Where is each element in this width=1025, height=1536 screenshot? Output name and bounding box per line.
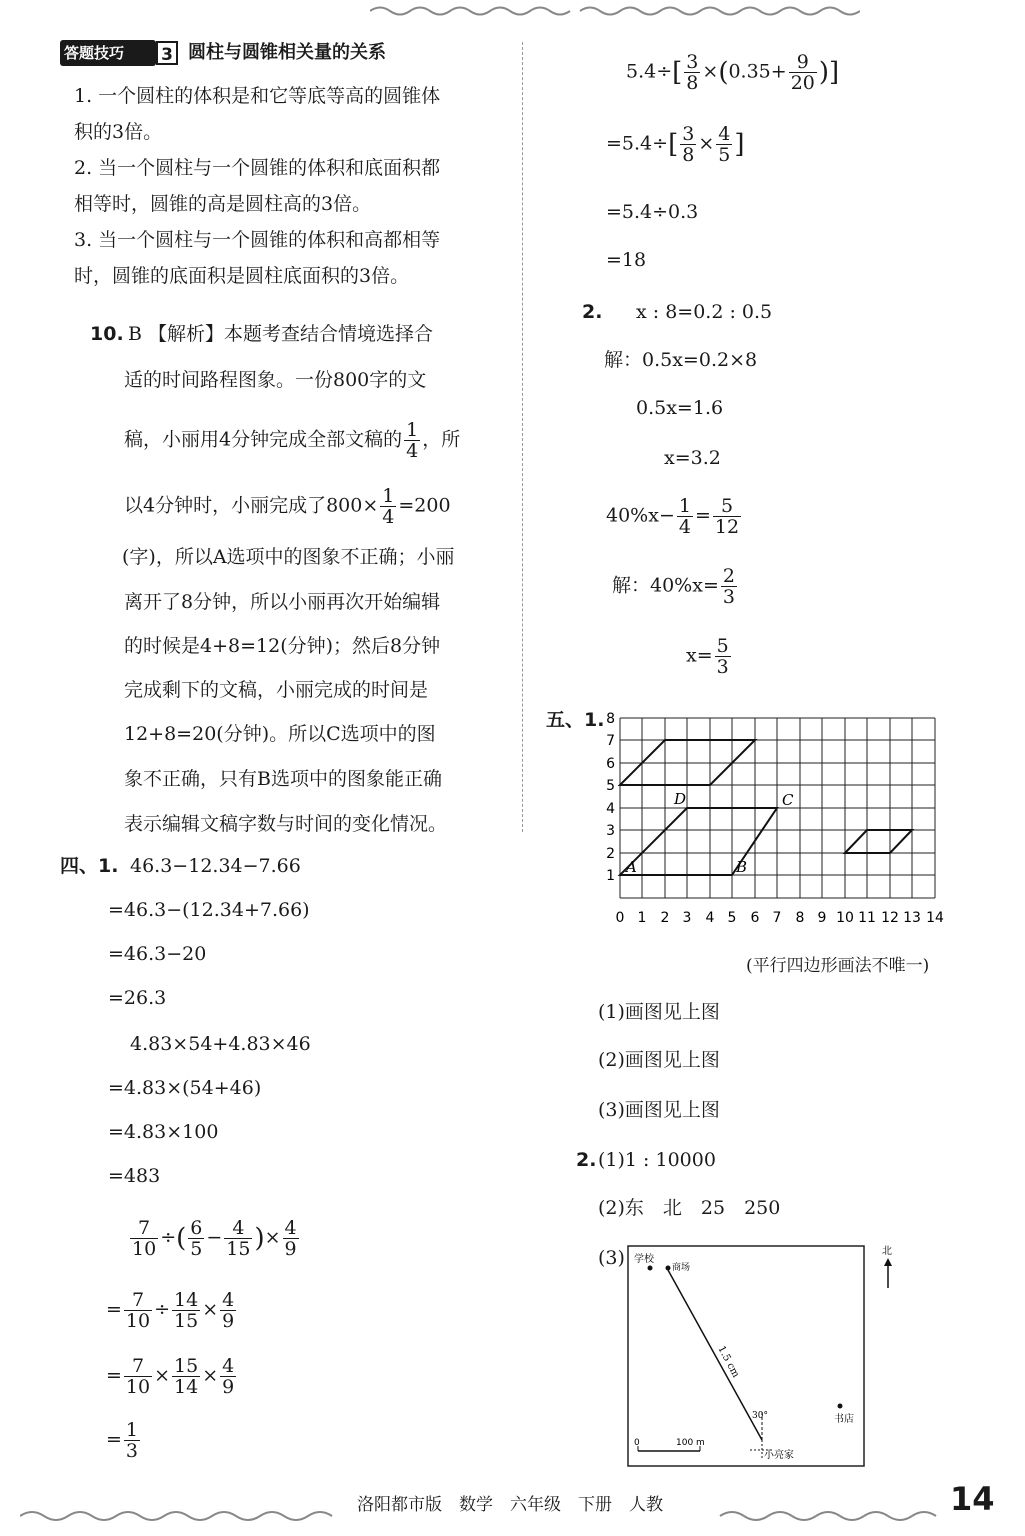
map-scale-label: 100 m <box>676 1438 705 1448</box>
page-footer: 洛阳都市版 数学 六年级 下册 人教 <box>357 1495 663 1515</box>
x-tick: 6 <box>750 910 760 926</box>
coordinate-grid <box>600 700 960 940</box>
y-tick: 6 <box>606 756 615 772</box>
r-line-4: =18 <box>606 249 647 271</box>
point-label-d: D <box>674 790 687 808</box>
q10-line-9: 12+8=20(分钟)。所以C选项中的图 <box>124 723 436 745</box>
r-line-1: 5.4÷[ $\frac{3}{8}$ ×(0.35+ $\frac{9}{20}$ )] <box>626 51 840 94</box>
s5-label: 五、1. <box>546 709 605 731</box>
y-tick: 2 <box>606 846 615 862</box>
q10-line-6: 离开了8分钟，所以小丽再次开始编辑 <box>124 591 441 613</box>
s5-ans-1: (1)画图见上图 <box>598 1001 720 1023</box>
x-tick-labels <box>616 910 944 926</box>
point-label-a: A <box>626 858 637 876</box>
tip-line-2: 积的3倍。 <box>74 121 163 143</box>
y-tick: 1 <box>606 868 615 884</box>
tip-line-5: 3. 当一个圆柱与一个圆锥的体积和高都相等 <box>74 229 441 251</box>
s5-ans-2: (2)画图见上图 <box>598 1049 720 1071</box>
s4-label: 四、1. <box>60 855 119 877</box>
map-bookstore-label: 书店 <box>834 1414 854 1425</box>
x-tick: 9 <box>817 910 827 926</box>
s4-line-3: =46.3−20 <box>108 943 207 965</box>
parallelogram-2 <box>620 808 777 875</box>
tip-badge: 答题技巧 <box>60 40 156 66</box>
s4-frac-line-1: $\frac{7}{10}$ ÷( $\frac{6}{5}$ − $\frac{4}{15}$ )× $\frac{4}{9}$ <box>132 1217 297 1260</box>
tip-number: 3 <box>156 41 178 65</box>
tip-line-4: 相等时，圆锥的高是圆柱高的3倍。 <box>74 193 372 215</box>
q10-line-4: 以4分钟时，小丽完成了800× $\frac{1}{4}$ =200 <box>124 485 451 528</box>
q10-label: 10. <box>90 323 124 345</box>
r-line-2: =5.4÷[ $\frac{3}{8}$ × $\frac{4}{5}$ ] <box>606 123 745 166</box>
map-school-label: 学校 <box>634 1254 654 1265</box>
r-q2-step2: 0.5x=1.6 <box>636 397 724 419</box>
x-tick: 5 <box>727 910 737 926</box>
x-tick: 2 <box>660 910 670 926</box>
r-q2-step3: x=3.2 <box>664 447 721 469</box>
q2b-ans-1: (1)1 : 10000 <box>598 1149 716 1171</box>
x-tick: 12 <box>881 910 899 926</box>
tip-line-3: 2. 当一个圆柱与一个圆锥的体积和底面积都 <box>74 157 441 179</box>
q10-fraction-1: $\frac{1}{4}$ <box>406 419 419 462</box>
column-divider <box>522 42 523 832</box>
x-tick: 13 <box>903 910 921 926</box>
x-tick: 0 <box>615 910 625 926</box>
x-tick: 14 <box>926 910 944 926</box>
s4-line-4: =26.3 <box>108 987 167 1009</box>
s4-frac-line-4: = $\frac{1}{3}$ <box>106 1419 139 1462</box>
s4-frac-line-3: = $\frac{7}{10}$ × $\frac{15}{14}$ × $\frac{4}{9}$ <box>106 1355 235 1398</box>
y-tick: 3 <box>606 823 615 839</box>
tip-line-6: 时，圆锥的底面积是圆柱底面积的3倍。 <box>74 265 410 287</box>
y-tick: 7 <box>606 733 615 749</box>
tip-line-1: 1. 一个圆柱的体积是和它等底等高的圆锥体 <box>74 85 441 107</box>
q10-line-3-text: 稿，小丽用4分钟完成全部文稿的 <box>124 428 403 451</box>
r-q3-eq: 40%x− $\frac{1}{4}$ = $\frac{5}{12}$ <box>606 495 740 538</box>
location-map <box>620 1240 910 1475</box>
point-label-c: C <box>782 791 794 809</box>
map-scale-zero: 0 <box>634 1438 640 1448</box>
r-q3-step1: 解：40%x= $\frac{2}{3}$ <box>612 565 735 608</box>
map-distance-label: 1.5 cm <box>715 1344 742 1380</box>
s5-note: (平行四边形画法不唯一) <box>746 956 930 976</box>
x-tick: 3 <box>682 910 692 926</box>
q10-line-5: (字)，所以A选项中的图象不正确；小丽 <box>122 546 455 568</box>
map-home-label: 小亮家 <box>764 1450 794 1461</box>
parallelogram-3 <box>845 830 912 853</box>
q2b-label: 2. <box>576 1149 597 1171</box>
q10-line-1: B 【解析】本题考查结合情境选择合 <box>128 323 434 345</box>
r-q2-step1: 解：0.5x=0.2×8 <box>604 349 758 371</box>
r-q3-step2: x= $\frac{5}{3}$ <box>686 635 729 678</box>
y-tick: 5 <box>606 778 615 794</box>
point-label-b: B <box>736 858 748 876</box>
s4-line-5: 4.83×54+4.83×46 <box>130 1033 311 1055</box>
s4-line-7: =4.83×100 <box>108 1121 219 1143</box>
q10-line-8: 完成剩下的文稿，小丽完成的时间是 <box>124 679 429 701</box>
q2b-ans-2: (2)东 北 25 250 <box>598 1197 781 1219</box>
r-line-3: =5.4÷0.3 <box>606 201 699 223</box>
x-tick: 4 <box>705 910 715 926</box>
q10-fraction-2: $\frac{1}{4}$ <box>382 485 395 528</box>
q10-line-11: 表示编辑文稿字数与时间的变化情况。 <box>124 813 448 835</box>
s4-frac-line-2: = $\frac{7}{10}$ ÷ $\frac{14}{15}$ × $\frac{4}{9}$ <box>106 1289 235 1332</box>
s4-line-1: 46.3−12.34−7.66 <box>130 855 301 877</box>
y-tick: 8 <box>606 711 615 727</box>
x-tick: 8 <box>795 910 805 926</box>
q10-line-7: 的时候是4+8=12(分钟)；然后8分钟 <box>124 635 441 657</box>
x-tick: 1 <box>637 910 647 926</box>
x-tick: 7 <box>772 910 782 926</box>
tip-title: 圆柱与圆锥相关量的关系 <box>188 42 386 63</box>
s4-line-6: =4.83×(54+46) <box>108 1077 262 1099</box>
q2b-ans-3: (3) <box>598 1247 625 1269</box>
s4-line-8: =483 <box>108 1165 161 1187</box>
q10-line-3: 稿，小丽用4分钟完成全部文稿的 $\frac{1}{4}$ ，所 <box>124 419 461 462</box>
s4-line-2: =46.3−(12.34+7.66) <box>108 899 310 921</box>
page-number: 14 <box>950 1480 995 1518</box>
map-market-label: 商场 <box>672 1263 691 1273</box>
q10-line-2: 适的时间路程图象。一份800字的文 <box>124 369 427 391</box>
y-tick-labels <box>606 711 615 884</box>
r-q2-eq: x : 8=0.2 : 0.5 <box>636 301 773 323</box>
x-tick: 11 <box>858 910 876 926</box>
top-wave-decoration <box>370 4 860 18</box>
r-q2-label: 2. <box>582 301 603 323</box>
s5-ans-3: (3)画图见上图 <box>598 1099 720 1121</box>
map-angle-label: 30° <box>752 1411 768 1421</box>
y-tick: 4 <box>606 801 615 817</box>
map-north-label: 北 <box>882 1246 892 1257</box>
x-tick: 10 <box>836 910 854 926</box>
q10-line-10: 象不正确，只有B选项中的图象能正确 <box>124 768 442 790</box>
